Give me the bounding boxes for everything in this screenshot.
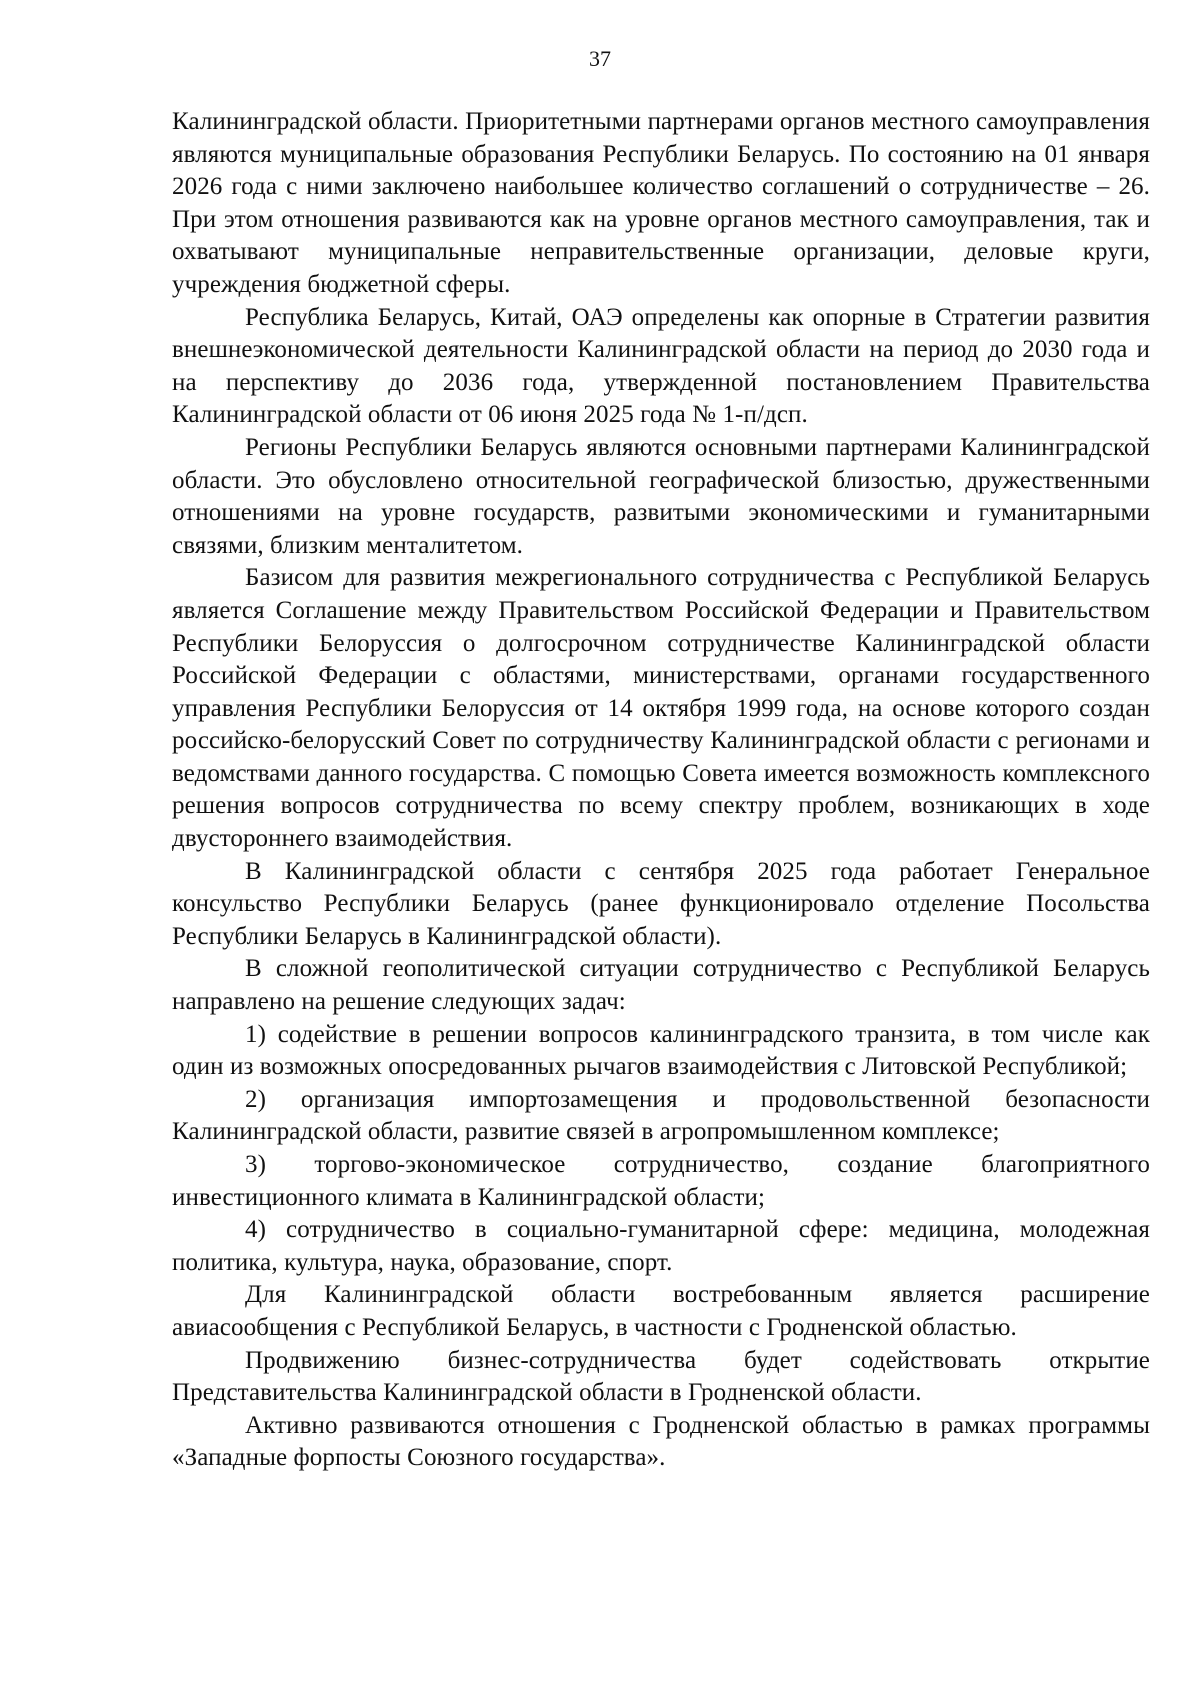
paragraph: Республика Беларусь, Китай, ОАЭ определены как опорные в Стратегии развития внешнеэкономической деятельности Калининградской области на период до 2030 года и на перспективу до 2036 года, утвержденной постановлением Правительства Калининградской области от 06 июня 2025 года № 1-п/дсп. <box>172 303 1150 429</box>
paragraph: Продвижению бизнес-сотрудничества будет содействовать открытие Представительства Калининградской области в Гродненской области. <box>172 1346 1150 1407</box>
paragraph: Для Калининградской области востребованным является расширение авиасообщения с Республикой Беларусь, в частности с Гродненской областью. <box>172 1281 1150 1341</box>
document-body <box>172 106 1150 1475</box>
paragraph: Калининградской области. Приоритетными партнерами органов местного самоуправления являются муниципальные образования Республики Беларусь. По состоянию на 01 января 2026 года с ними заключено наибольшее количество соглашений о сотрудничестве – 26. При этом отношения развиваются как на уровне органов местного самоуправления, так и охватывают муниципальные неправительственные организации, деловые круги, учреждения бюджетной сферы. <box>172 108 1150 298</box>
paragraph: В сложной геополитической ситуации сотрудничество с Республикой Беларусь направлено на решение следующих задач: <box>172 955 1150 1016</box>
paragraph: Регионы Республики Беларусь являются основными партнерами Калининградской области. Это обусловлено относительной географической близостью, дружественными отношениями на уровне государств, развитыми экономическими и гуманитарными связями, близким менталитетом. <box>172 433 1150 559</box>
list-item: 2) организация импортозамещения и продовольственной безопасности Калининградской области, развитие связей в агропромышленном комплексе; <box>172 1085 1150 1146</box>
paragraph: В Калининградской области с сентября 2025 года работает Генеральное консульство Республики Беларусь (ранее функционировало отделение Посольства Республики Беларусь в Калининградской области). <box>172 857 1150 950</box>
list-item: 4) сотрудничество в социально-гуманитарной сфере: медицина, молодежная политика, культура, наука, образование, спорт. <box>172 1216 1150 1276</box>
list-item: 1) содействие в решении вопросов калининградского транзита, в том числе как один из возможных опосредованных рычагов взаимодействия с Литовской Республикой; <box>172 1020 1150 1081</box>
paragraph: Базисом для развития межрегионального сотрудничества с Республикой Беларусь является Соглашение между Правительством Российской Федерации и Правительством Республики Белоруссия о долгосрочном сотрудничестве Калининградской области Российской Федерации с областями, министерствами, органами государственного управления Республики Белоруссия от 14 октября 1999 года, на основе которого создан российско-белорусский Совет по сотрудничеству Калининградской области с регионами и ведомствами данного государства. С помощью Совета имеется возможность комплексного решения вопросов сотрудничества по всему спектру проблем, возникающих в ходе двустороннего взаимодействия. <box>172 564 1150 853</box>
list-item: 3) торгово-экономическое сотрудничество, создание благоприятного инвестиционного климата в Калининградской области; <box>172 1151 1150 1211</box>
page-number: 37 <box>589 46 611 71</box>
paragraph: Активно развиваются отношения с Гродненской областью в рамках программы «Западные форпосты Союзного государства». <box>172 1411 1150 1472</box>
